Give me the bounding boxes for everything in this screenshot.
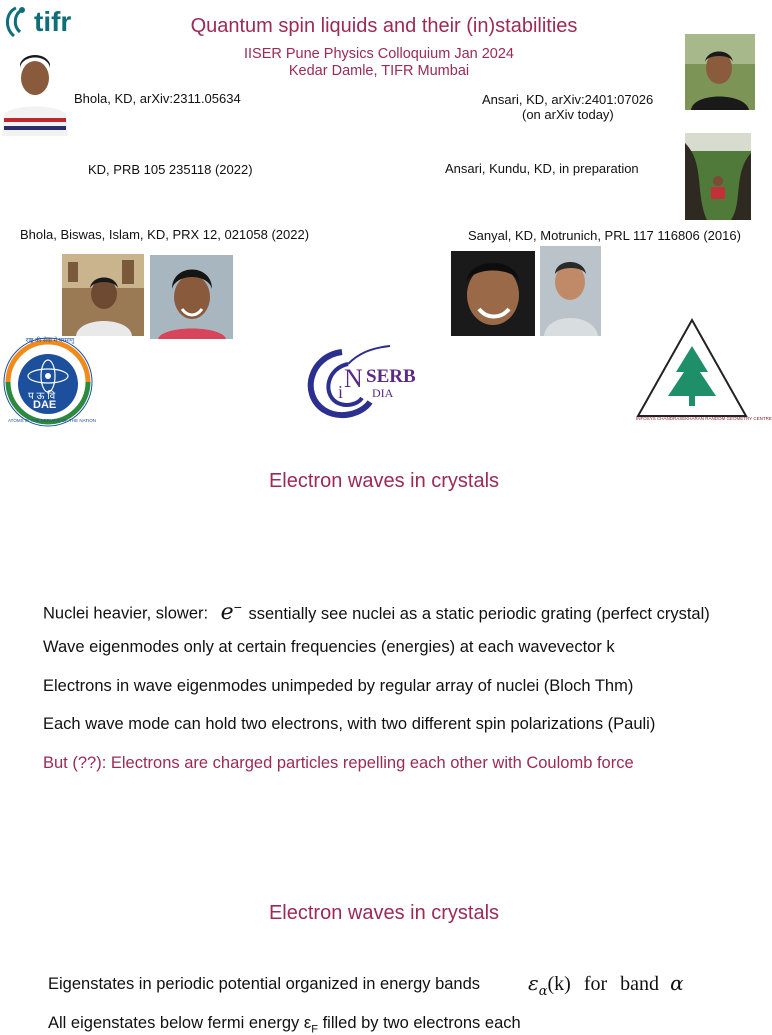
reference-4: Ansari, Kundu, KD, in preparation: [445, 161, 639, 176]
slide-2-line-3: Electrons in wave eigenmodes unimpeded by regular array of nuclei (Bloch Thm): [43, 677, 634, 695]
serb-india-logo: [300, 344, 430, 420]
serb-i-letter: i: [338, 382, 344, 402]
triangle-logo-text: INFOSYS CHANDRASEKHARAN RANDOM GEOMETRY CENTRE: [636, 416, 772, 421]
reference-5: Bhola, Biswas, Islam, KD, PRX 12, 021058 (2022): [20, 227, 310, 242]
reference-1: Bhola, KD, arXiv:2311.05634: [74, 91, 241, 106]
dae-label: DAE: [33, 399, 57, 411]
serb-n-letter: N: [344, 364, 363, 393]
collaborator-photo-2: [685, 34, 755, 110]
alpha-subscript: α: [538, 984, 548, 999]
collaborator-photo-1: [0, 48, 70, 136]
slide-2-line-1: [43, 599, 710, 625]
reference-6: Sanyal, KD, Motrunich, PRL 117 116806 (2016): [468, 228, 741, 243]
slide-3-heading: Electron waves in crystals: [268, 902, 500, 924]
serb-india-label: DIA: [372, 386, 394, 400]
slide-2-line-4: Each wave mode can hold two electrons, with two different spin polarizations (Pauli): [43, 715, 656, 733]
slide-3-line-2-post: filled by two electrons each: [317, 1014, 521, 1032]
slide-2-heading: Electron waves in crystals: [268, 470, 500, 492]
band-energy-formula: [528, 971, 684, 999]
slide-2-line-2: Wave eigenmodes only at certain frequencies (energies) at each wavevector k: [43, 638, 615, 656]
slide-3-line-2-pre: All eigenstates below fermi energy ε: [48, 1014, 312, 1032]
collaborator-photo-4: [62, 254, 144, 336]
electron-charge: −: [233, 599, 242, 615]
serb-label: SERB: [366, 366, 416, 387]
epsilon-symbol: ε: [528, 971, 539, 995]
triangle-tree-logo: [634, 316, 772, 430]
band-word: band: [620, 973, 660, 995]
talk-title: Quantum spin liquids and their (in)stabilities: [190, 15, 578, 37]
reference-3: KD, PRB 105 235118 (2022): [88, 162, 253, 177]
collaborator-photo-7: [540, 246, 601, 336]
dae-hindi-label: प ऊ वि: [28, 391, 56, 402]
reference-2: Ansari, KD, arXiv:2401:07026: [482, 92, 654, 107]
dae-top-text: राष्ट्र की सेवा में परमाणु: [25, 338, 75, 344]
for-word: for: [583, 973, 608, 995]
electron-symbol: e: [220, 599, 234, 625]
dae-ring-text: ATOMS IN THE SERVICE OF THE NATION: [8, 418, 97, 423]
speaker-line: Kedar Damle, TIFR Mumbai: [288, 63, 470, 79]
reference-2-note: (on arXiv today): [522, 107, 614, 122]
slide-2-line-1-pre: Nuclei heavier, slower:: [43, 604, 209, 623]
collaborator-photo-3: [685, 133, 751, 220]
collaborator-photo-5: [150, 255, 233, 339]
alpha-symbol: α: [670, 971, 684, 995]
slide-3-line-2: [48, 1014, 521, 1035]
collaborator-photo-6: [451, 251, 535, 336]
slide-2-line-1-post: ssentially see nuclei as a static periodic grating (perfect crystal): [248, 604, 710, 623]
event-line: IISER Pune Physics Colloquium Jan 2024: [243, 46, 514, 62]
dae-logo: [2, 336, 97, 428]
slide-3-line-1: Eigenstates in periodic potential organized in energy bands: [48, 975, 481, 993]
slide-2-line-5: But (??): Electrons are charged particles repelling each other with Coulomb force: [43, 754, 634, 772]
tifr-logo-text: tifr: [34, 6, 72, 37]
k-argument: (k): [547, 973, 571, 995]
fermi-subscript: F: [311, 1023, 318, 1035]
